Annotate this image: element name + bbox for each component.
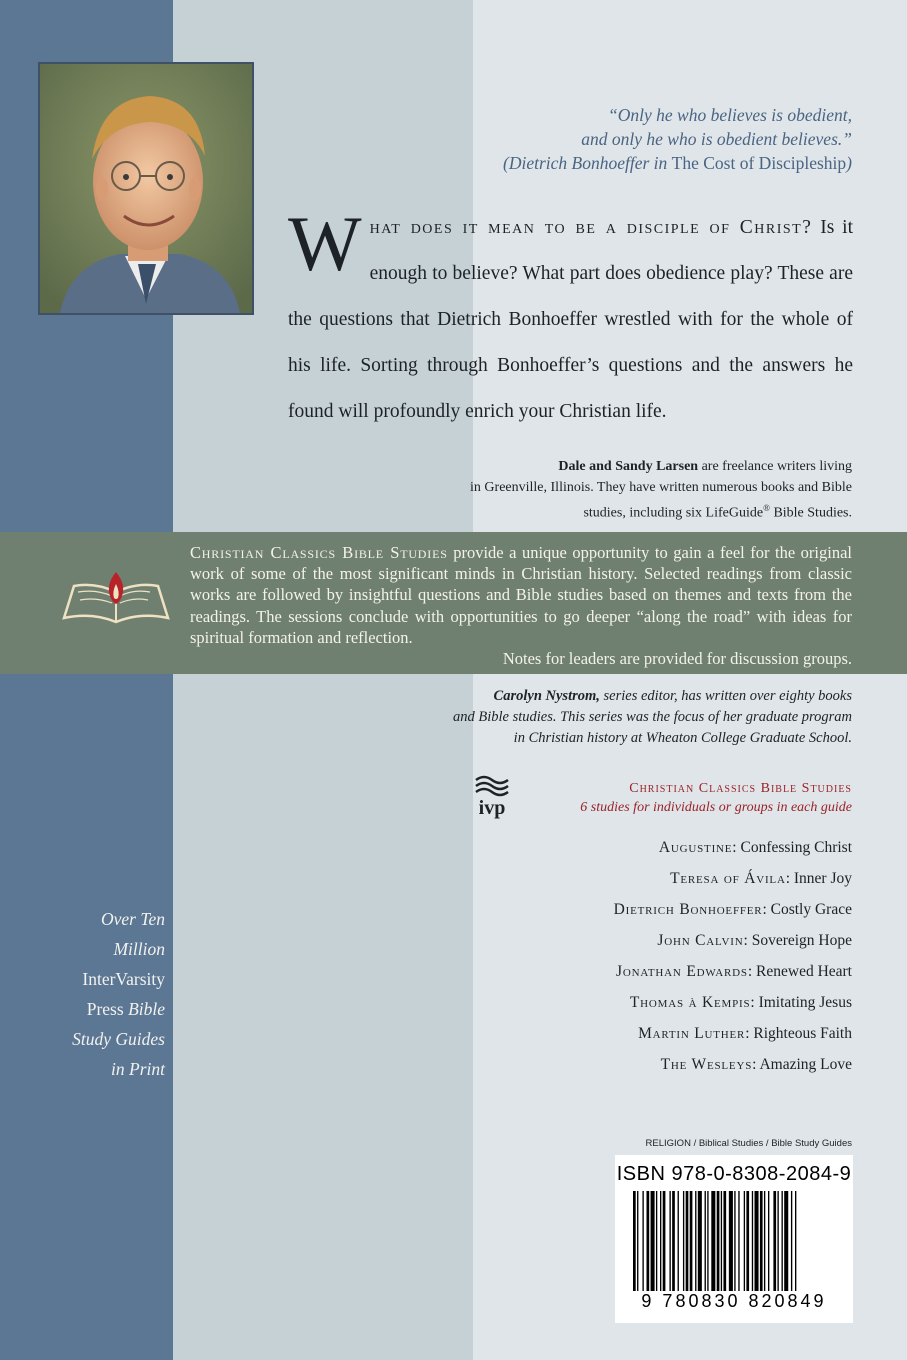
title-author: John Calvin bbox=[657, 932, 744, 949]
barcode-digits: 9 780830 820849 bbox=[615, 1291, 853, 1312]
barcode-bar bbox=[672, 1191, 675, 1301]
series-list-header bbox=[472, 779, 852, 817]
title-subject: : Sovereign Hope bbox=[743, 932, 852, 949]
barcode-bar bbox=[678, 1191, 679, 1301]
series-list-subtitle: 6 studies for individuals or groups in each guide bbox=[580, 800, 852, 815]
quote-line-1: “Only he who believes is obedient, bbox=[608, 105, 852, 125]
editor-line-2: and Bible studies. This series was the focus of her graduate program bbox=[452, 709, 852, 725]
quote-line-2: and only he who is obedient believes.” bbox=[581, 129, 852, 149]
slogan-line-2: Million bbox=[113, 939, 165, 959]
barcode-bar bbox=[711, 1191, 715, 1301]
editor-line-1: series editor, has written over eighty books bbox=[599, 688, 852, 704]
series-description bbox=[190, 542, 852, 669]
title-author: Thomas à Kempis bbox=[629, 994, 751, 1011]
list-item bbox=[432, 1022, 852, 1053]
intro-lead: hat does it mean to be a disciple of Christ? bbox=[369, 217, 813, 238]
attribution-prefix: (Dietrich Bonhoeffer in bbox=[503, 153, 672, 173]
barcode-bar bbox=[773, 1191, 776, 1301]
list-item bbox=[432, 1053, 852, 1084]
intro-body: Is it enough to believe? What part does obedience play? These are the questions that Dietrich Bonhoeffer wrestled with for the whole of his life. Sorting through Bonhoeffer’s questions and the answers he found will profoundly enrich your Christian life. bbox=[288, 217, 853, 422]
drop-cap: W bbox=[288, 200, 362, 287]
barcode-bar bbox=[768, 1191, 769, 1301]
slogan-line-4b: Bible bbox=[128, 999, 165, 1019]
series-list-title: Christian Classics Bible Studies bbox=[629, 781, 852, 796]
title-subject: : Righteous Faith bbox=[745, 1025, 852, 1042]
list-item bbox=[432, 991, 852, 1022]
list-item bbox=[432, 929, 852, 960]
title-author: Teresa of Ávila bbox=[670, 870, 786, 887]
barcode-bar bbox=[777, 1191, 778, 1301]
editor-name: Carolyn Nystrom, bbox=[493, 688, 600, 704]
barcode-bar bbox=[795, 1191, 796, 1301]
barcode-bar bbox=[744, 1191, 745, 1301]
title-subject: : Renewed Heart bbox=[747, 963, 852, 980]
slogan-line-6: in Print bbox=[111, 1059, 165, 1079]
barcode-bar bbox=[642, 1191, 643, 1301]
authors-text-1: are freelance writers living bbox=[698, 459, 852, 474]
title-subject: : Inner Joy bbox=[785, 870, 852, 887]
barcode-bar bbox=[660, 1191, 661, 1301]
slogan-line-4 bbox=[30, 994, 165, 1024]
barcode-bar bbox=[717, 1191, 720, 1301]
barcode-bar bbox=[784, 1191, 788, 1301]
category-label: RELIGION / Biblical Studies / Bible Study Guides bbox=[645, 1138, 852, 1149]
slogan-line-1: Over Ten bbox=[100, 909, 165, 929]
title-subject: : Costly Grace bbox=[762, 901, 852, 918]
epigraph-quote bbox=[372, 103, 852, 175]
series-last-line: Notes for leaders are provided for discussion groups. bbox=[502, 649, 852, 669]
barcode-bar bbox=[729, 1191, 733, 1301]
title-subject: : Confessing Christ bbox=[732, 839, 852, 856]
authors-text-4: Bible Studies. bbox=[769, 505, 852, 521]
registered-mark: ® bbox=[763, 503, 770, 513]
barcode-bar bbox=[707, 1191, 708, 1301]
barcode-bar bbox=[755, 1191, 759, 1301]
editor-bio bbox=[352, 686, 852, 749]
barcode-bar bbox=[760, 1191, 763, 1301]
author-names: Dale and Sandy Larsen bbox=[558, 459, 699, 474]
isbn-barcode bbox=[615, 1155, 853, 1323]
authors-text-2: in Greenville, Illinois. They have written numerous books and Bible bbox=[470, 480, 852, 495]
barcode-bar bbox=[764, 1191, 765, 1301]
slogan-line-5: Study Guides bbox=[72, 1029, 165, 1049]
barcode-bars bbox=[627, 1191, 841, 1303]
barcode-bar bbox=[683, 1191, 684, 1301]
barcode-bar bbox=[663, 1191, 666, 1301]
barcode-bar bbox=[690, 1191, 693, 1301]
barcode-bar bbox=[656, 1191, 657, 1301]
title-author: The Wesleys bbox=[660, 1056, 753, 1073]
series-name: Christian Classics Bible Studies bbox=[190, 543, 448, 562]
barcode-bar bbox=[738, 1191, 739, 1301]
barcode-bar bbox=[698, 1191, 702, 1301]
barcode-bar bbox=[723, 1191, 726, 1301]
title-author: Jonathan Edwards bbox=[616, 963, 748, 980]
barcode-bar bbox=[734, 1191, 735, 1301]
author-portrait bbox=[38, 62, 254, 315]
ivp-logo-text: ivp bbox=[478, 797, 506, 819]
list-item bbox=[432, 960, 852, 991]
title-subject: : Imitating Jesus bbox=[750, 994, 852, 1011]
isbn-label: ISBN 978-0-8308-2084-9 bbox=[616, 1163, 852, 1185]
book-title: The Cost of Discipleship bbox=[671, 153, 847, 173]
title-author: Dietrich Bonhoeffer bbox=[613, 901, 763, 918]
barcode-bar bbox=[695, 1191, 696, 1301]
barcode-bar bbox=[686, 1191, 689, 1301]
sales-slogan bbox=[30, 904, 165, 1084]
attribution-suffix: ) bbox=[846, 153, 852, 173]
series-titles-list bbox=[432, 836, 852, 1084]
barcode-bar bbox=[669, 1191, 670, 1301]
barcode-bar bbox=[651, 1191, 655, 1301]
quote-attribution bbox=[372, 151, 852, 175]
barcode-bar bbox=[647, 1191, 650, 1301]
barcode-bar bbox=[782, 1191, 783, 1301]
intro-paragraph bbox=[288, 200, 853, 435]
list-item bbox=[432, 836, 852, 867]
title-author: Augustine bbox=[658, 839, 733, 856]
authors-text-3: studies, including six LifeGuide bbox=[583, 505, 764, 521]
authors-bio bbox=[432, 456, 852, 524]
open-book-flame-icon bbox=[60, 568, 172, 630]
slogan-line-4a: Press bbox=[86, 999, 129, 1019]
barcode-bar bbox=[705, 1191, 706, 1301]
list-item bbox=[432, 898, 852, 929]
list-item bbox=[432, 867, 852, 898]
barcode-bar bbox=[721, 1191, 722, 1301]
barcode-bar bbox=[633, 1191, 636, 1301]
barcode-bar bbox=[637, 1191, 638, 1301]
barcode-bar bbox=[746, 1191, 749, 1301]
editor-line-3: in Christian history at Wheaton College Graduate School. bbox=[513, 730, 852, 746]
series-body: provide a unique opportunity to gain a feel for the original work of some of the most significant minds in Christian history. Selected readings from classic works are followed by insightful questions and Bible studies based on themes and texts from the readings. The sessions conclude with opportunities to go deeper “along the road” with ideas for spiritual formation and reflection. bbox=[190, 543, 852, 647]
slogan-line-3: InterVarsity bbox=[82, 969, 165, 989]
title-subject: : Amazing Love bbox=[752, 1056, 852, 1073]
title-author: Martin Luther bbox=[638, 1025, 746, 1042]
barcode-bar bbox=[752, 1191, 753, 1301]
barcode-bar bbox=[791, 1191, 792, 1301]
